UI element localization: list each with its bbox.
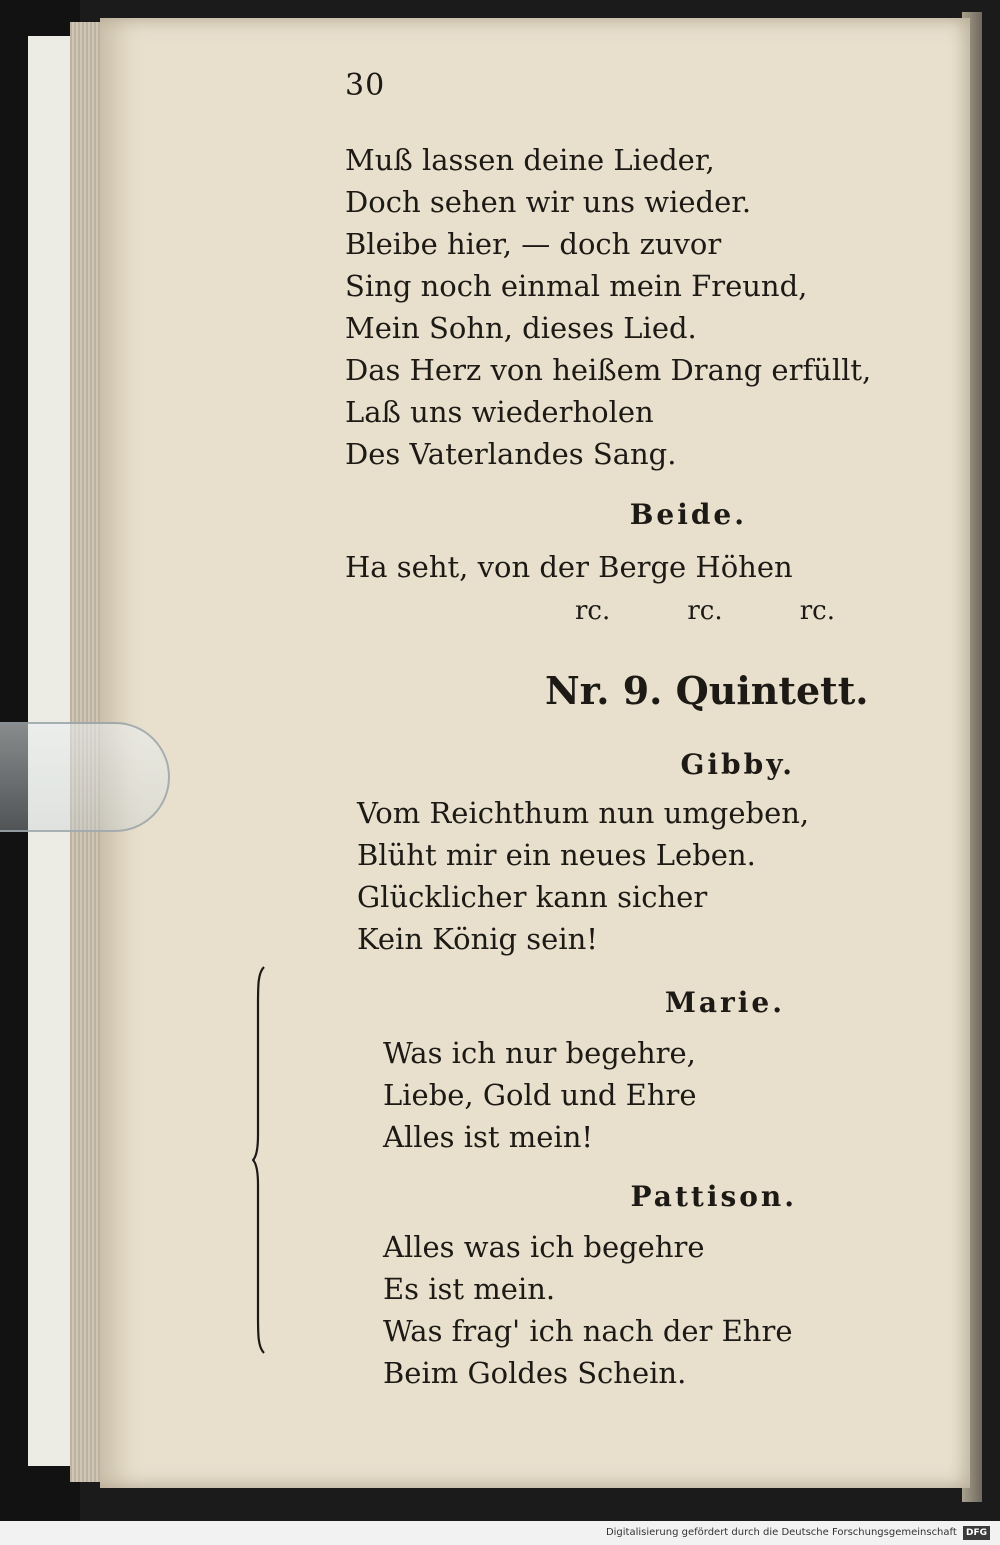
verse-line: Alles was ich begehre [383,1230,705,1264]
verse-line: Was frag' ich nach der Ehre [383,1314,793,1348]
verse-line: Es ist mein. [383,1272,556,1306]
verse-line: Liebe, Gold und Ehre [383,1078,697,1112]
etc-mark: rc. [799,596,835,626]
verse-line: Muß lassen deine Lieder, [345,143,715,177]
page-number: 30 [345,68,386,103]
verse-line: Bleibe hier, — doch zuvor [345,227,722,261]
etc-mark: rc. [575,596,611,626]
verse-line: Kein König sein! [357,922,598,956]
verse-line: Vom Reichthum nun umgeben, [357,796,810,830]
dfg-logo: DFG [963,1526,990,1540]
section-heading: Nr. 9. Quintett. [545,668,869,713]
book-page [100,18,970,1488]
verse-line: Doch sehen wir uns wieder. [345,185,752,219]
speaker-pattison: Pattison. [630,1180,797,1213]
verse-line: Laß uns wiederholen [345,395,654,429]
etc-row [575,596,835,626]
footer-text: Digitalisierung gefördert durch die Deutsche Forschungsgemeinschaft [605,1527,957,1538]
speaker-gibby: Gibby. [680,748,795,781]
verse-line: Blüht mir ein neues Leben. [357,838,756,872]
speaker-marie: Marie. [664,986,785,1019]
speaker-beide: Beide. [629,498,747,531]
verse-line: Glücklicher kann sicher [357,880,708,914]
etc-mark: rc. [687,596,723,626]
verse-line: Das Herz von heißem Drang erfüllt, [345,353,872,387]
curly-brace-icon [252,965,268,1355]
verse-line: Sing noch einmal mein Freund, [345,269,808,303]
verse-line: Alles ist mein! [383,1120,594,1154]
verse-line: Beim Goldes Schein. [383,1356,687,1390]
verse-line: Ha seht, von der Berge Höhen [345,550,793,584]
verse-line: Mein Sohn, dieses Lied. [345,311,697,345]
page-clip [0,722,170,832]
verse-line: Was ich nur begehre, [383,1036,696,1070]
footer-credit [0,1521,1000,1545]
verse-line: Des Vaterlandes Sang. [345,437,677,471]
